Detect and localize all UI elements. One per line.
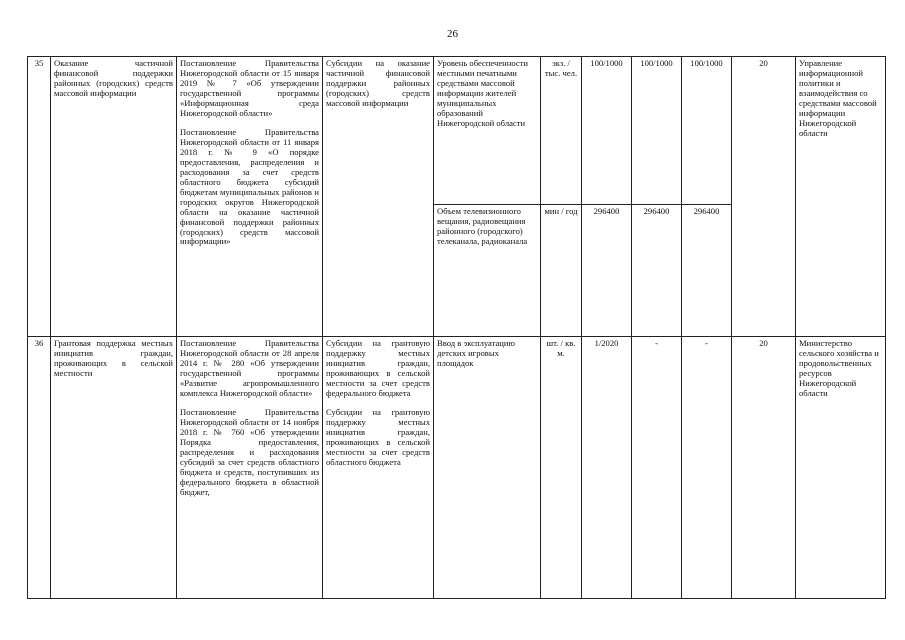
legal-basis-paragraph: Постановление Правительства Нижегородской области от 14 ноября 2018 г. № 760 «Об утверждении Порядка предоставления, распределения и расходования субсидий за счет средств областного бюджета и средств, поступивших из федерального бюджета в областной бюджет, — [180, 406, 319, 497]
indicator-name: Ввод в эксплуатацию детских игровых площадок — [434, 337, 541, 599]
table-row — [28, 337, 886, 599]
indicator-name: Уровень обеспеченности местными печатными средствами массовой информации жителей муниципальных образований Нижегородской области — [434, 57, 541, 205]
indicator-value-3: 100/1000 — [682, 57, 732, 205]
subsidy-paragraph: Субсидии на грантовую поддержку местных инициатив граждан, проживающих в сельской местности за счет средств областного бюджета — [326, 406, 430, 467]
indicator-value-3: - — [682, 337, 732, 599]
subsidy-paragraph: Субсидии на оказание частичной финансовой поддержки районных (городских) средств массовой информации — [326, 58, 430, 108]
indicator-unit: экз. / тыс. чел. — [541, 57, 582, 205]
indicator-name: Объем телевизионного вещания, радиовещания районного (городского) телеканала, радиоканала — [434, 205, 541, 337]
indicator-unit: мин / год — [541, 205, 582, 337]
indicator-value-2: 296400 — [632, 205, 682, 337]
legal-basis-paragraph: Постановление Правительства Нижегородской области от 28 апреля 2014 г. № 280 «Об утверждении государственной программы «Развитие агропромышленного комплекса Нижегородской области» — [180, 338, 319, 398]
table-row — [28, 57, 886, 205]
subsidy-name — [323, 337, 434, 599]
legal-basis-paragraph: Постановление Правительства Нижегородской области от 15 января 2019 № 7 «Об утверждении государственной программы «Информационная среда Нижегородской области» — [180, 58, 319, 118]
legal-basis — [177, 337, 323, 599]
measure-name: Грантовая поддержка местных инициатив граждан, проживающих в сельской местности — [51, 337, 177, 599]
program-table — [27, 56, 886, 599]
indicator-value-2: - — [632, 337, 682, 599]
weight: 20 — [732, 57, 796, 337]
legal-basis — [177, 57, 323, 337]
responsible-body: Управление информационной политики и взаимодействия со средствами массовой информации Нижегородской области — [796, 57, 886, 337]
row-number: 35 — [28, 57, 51, 337]
legal-basis-paragraph: Постановление Правительства Нижегородской области от 11 января 2018 г. № 9 «О порядке предоставления, распределения и расходования за счет средств областного бюджета субсидий бюджетам муниципальных районов и городских округов Нижегородской области на оказание частичной финансовой поддержки районных (городских) средств массовой информации» — [180, 126, 319, 247]
indicator-unit: шт. / кв. м. — [541, 337, 582, 599]
indicator-value-2: 100/1000 — [632, 57, 682, 205]
weight: 20 — [732, 337, 796, 599]
indicator-value-1: 1/2020 — [582, 337, 632, 599]
measure-name: Оказание частичной финансовой поддержки районных (городских) средств массовой информации — [51, 57, 177, 337]
indicator-value-1: 296400 — [582, 205, 632, 337]
row-number: 36 — [28, 337, 51, 599]
subsidy-name — [323, 57, 434, 337]
subsidy-paragraph: Субсидии на грантовую поддержку местных инициатив граждан, проживающих в сельской местности за счет средств федерального бюджета — [326, 338, 430, 398]
indicator-value-1: 100/1000 — [582, 57, 632, 205]
page-number: 26 — [447, 28, 458, 40]
indicator-value-3: 296400 — [682, 205, 732, 337]
responsible-body: Министерство сельского хозяйства и продовольственных ресурсов Нижегородской области — [796, 337, 886, 599]
